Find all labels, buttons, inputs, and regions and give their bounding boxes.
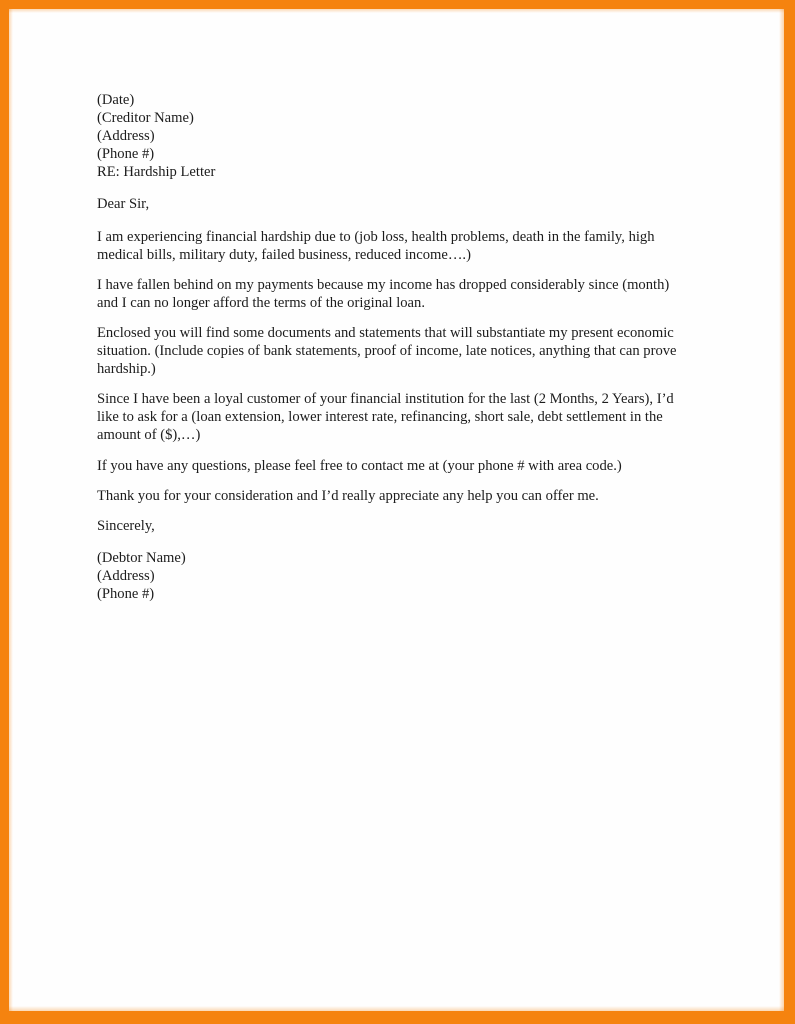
- paragraph-hardship-reason: I am experiencing financial hardship due to (job loss, health problems, death in the family, high medical bills, military duty, failed business, reduced income….): [97, 228, 655, 263]
- spacer-after-closing: [97, 535, 677, 549]
- paragraph-enclosed-documents: Enclosed you will find some documents and statements that will substantiate my present economic situation. (Include copies of bank statements, proof of income, late notices, anything that can prove hardship.): [97, 324, 677, 378]
- page-border-right-fade: [779, 9, 784, 1011]
- closing-salutation: Sincerely,: [97, 517, 155, 534]
- page-border-left-fade: [9, 9, 13, 1011]
- page-border-left: [0, 0, 9, 1024]
- header-line-phone: (Phone #): [97, 146, 155, 163]
- signature-line-address: (Address): [97, 567, 155, 584]
- page-border-bottom-fade: [9, 1006, 784, 1011]
- page-border-top-fade: [9, 9, 784, 13]
- spacer-after-header: [97, 181, 677, 195]
- page-border-right: [784, 0, 795, 1024]
- letter-body: [97, 91, 677, 603]
- page-border-bottom: [0, 1011, 795, 1024]
- spacer-4: [97, 445, 677, 457]
- spacer-6: [97, 505, 677, 517]
- salutation: Dear Sir,: [97, 196, 150, 213]
- paragraph-contact-info: If you have any questions, please feel free to contact me at (your phone # with area code.): [97, 457, 622, 474]
- header-line-creditor-name: (Creditor Name): [97, 110, 194, 127]
- signature-block: [97, 549, 677, 603]
- paragraph-thank-you: Thank you for your consideration and I’d really appreciate any help you can offer me.: [97, 487, 599, 504]
- spacer-5: [97, 475, 677, 487]
- signature-line-phone: (Phone #): [97, 585, 155, 602]
- spacer-3: [97, 378, 677, 390]
- page-border-top: [0, 0, 795, 9]
- signature-line-debtor-name: (Debtor Name): [97, 549, 186, 566]
- header-line-address: (Address): [97, 128, 155, 145]
- spacer-1: [97, 264, 677, 276]
- header-line-date: (Date): [97, 92, 135, 108]
- recipient-header-block: [97, 91, 677, 181]
- spacer-2: [97, 312, 677, 324]
- paragraph-behind-on-payments: I have fallen behind on my payments because my income has dropped considerably since (month) and I can no longer afford the terms of the original loan.: [97, 276, 670, 311]
- header-line-subject: RE: Hardship Letter: [97, 164, 216, 181]
- spacer-after-salutation: [97, 214, 677, 228]
- paragraph-loyal-customer-request: Since I have been a loyal customer of your financial institution for the last (2 Months, 2 Years), I’d like to ask for a (loan extension, lower interest rate, refinancing, short sale, debt settlement in the amount of ($),…): [97, 391, 674, 444]
